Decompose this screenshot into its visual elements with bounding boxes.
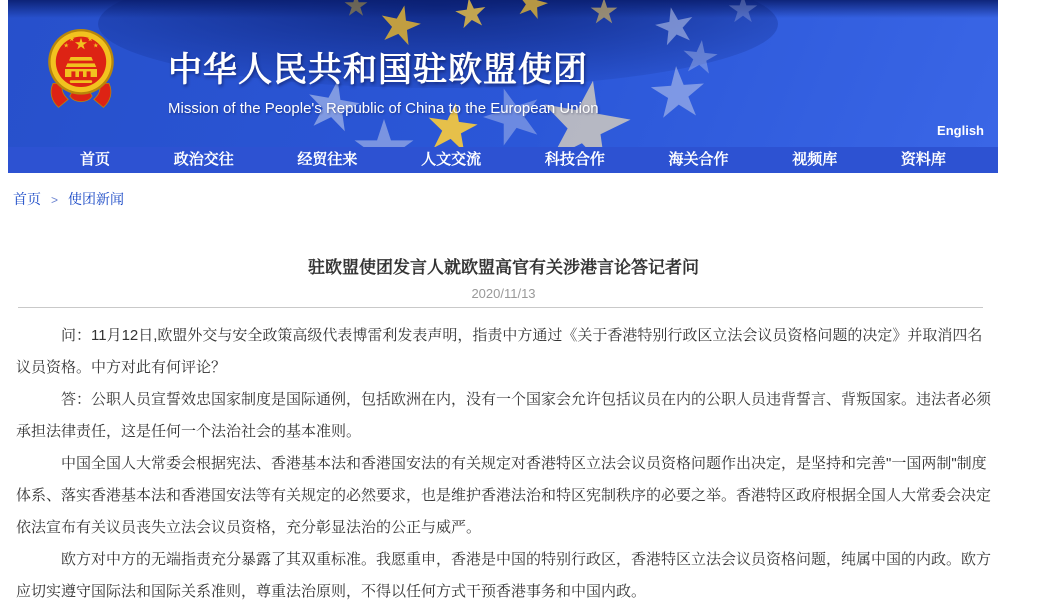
article-paragraph-answer-2: 中国全国人大常委会根据宪法、香港基本法和香港国安法的有关规定对香港特区立法会议员资格问题作出决定，是坚持和完善"一国两制"制度体系、落实香港基本法和香港国安法等有关规定的必然要求，也是维护香港法治和特区宪制秩序的必要之举。香港特区政府根据全国人大常委会决定依法宣布有关议员丧失立法会议员资格，充分彰显法治的公正与威严。 — [16, 455, 992, 536]
article-title: 驻欧盟使团发言人就欧盟高官有关涉港言论答记者问 — [308, 258, 699, 277]
site-banner — [8, 0, 998, 147]
article-paragraph-answer-1: 答：公职人员宣誓效忠国家制度是国际通例，包括欧洲在内，没有一个国家会允许包括议员在内的公职人员违背誓言、背叛国家。违法者必须承担法律责任，这是任何一个法治社会的基本准则。 — [16, 391, 992, 440]
nav-item-people-culture[interactable]: 人文交流 — [421, 151, 482, 168]
nav-item-video-library[interactable]: 视频库 — [792, 151, 838, 168]
site-title: 中华人民共和国驻欧盟使团 — [168, 51, 588, 89]
article-paragraph-answer-3: 欧方对中方的无端指责充分暴露了其双重标准。我愿重申，香港是中国的特别行政区，香港特区立法会议员资格问题，纯属中国的内政。欧方应切实遵守国际法和国际关系准则，尊重法治原则，不得以任何方式干预香港事务和中国内政。 — [16, 551, 992, 600]
nav-item-economic-trade[interactable]: 经贸往来 — [297, 151, 358, 168]
article-date: 2020/11/13 — [471, 286, 536, 301]
site-subtitle: Mission of the People's Republic of China to the European Union — [168, 100, 599, 117]
page — [8, 0, 998, 608]
breadcrumb-separator: > — [51, 193, 59, 207]
nav-item-resource-library[interactable]: 资料库 — [900, 151, 946, 168]
nav-item-science-tech[interactable]: 科技合作 — [544, 151, 605, 168]
breadcrumb-home-link[interactable]: 首页 — [13, 191, 41, 207]
article-body — [16, 308, 991, 608]
article — [16, 258, 991, 608]
site-identity — [168, 42, 599, 117]
breadcrumb-mission-news-link[interactable]: 使团新闻 — [68, 191, 125, 207]
nav-item-home[interactable]: 首页 — [80, 151, 111, 168]
nav-item-customs-cooperation[interactable]: 海关合作 — [668, 151, 729, 168]
nav-item-political-exchanges[interactable]: 政治交往 — [173, 151, 234, 168]
english-language-link[interactable]: English — [937, 123, 984, 138]
breadcrumb — [13, 189, 998, 209]
article-paragraph-question: 问：11月12日,欧盟外交与安全政策高级代表博雷利发表声明，指责中方通过《关于香港特别行政区立法会议员资格问题的决定》并取消四名议员资格。中方对此有何评论？ — [16, 327, 983, 376]
china-national-emblem-icon — [41, 24, 121, 114]
main-nav — [8, 147, 998, 173]
